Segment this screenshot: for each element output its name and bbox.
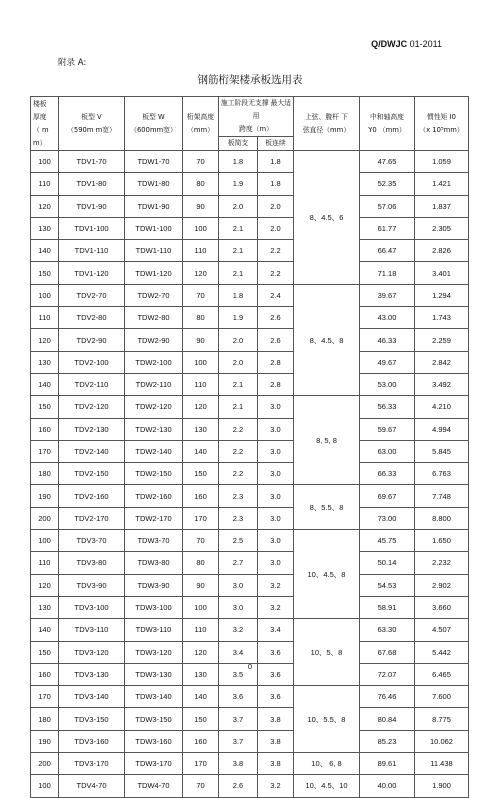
- cell-inertia: 4.507: [415, 619, 469, 641]
- cell-span-continuous: 3.8: [258, 708, 294, 730]
- cell-neutral-axis: 76.46: [360, 686, 415, 708]
- cell-type-v: TDV2-110: [59, 373, 125, 395]
- table-row: [31, 463, 469, 485]
- cell-span-simple: 1.8: [219, 284, 258, 306]
- cell-span-continuous: 3.8: [258, 730, 294, 752]
- cell-truss-height: 170: [183, 753, 219, 775]
- cell-span-simple: 3.5: [219, 663, 258, 685]
- cell-truss-height: 160: [183, 730, 219, 752]
- col-header-span-simple: 板简支: [219, 137, 258, 151]
- cell-type-w: TDW2-120: [125, 396, 183, 418]
- table-row: [31, 329, 469, 351]
- cell-span-simple: 3.6: [219, 686, 258, 708]
- cell-bar-diameter: 10、 6, 8: [294, 753, 360, 775]
- cell-type-v: TDV3-150: [59, 708, 125, 730]
- cell-type-w: TDW1-90: [125, 195, 183, 217]
- cell-span-simple: 1.8: [219, 151, 258, 173]
- cell-type-v: TDV2-100: [59, 351, 125, 373]
- cell-type-v: TDV1-90: [59, 195, 125, 217]
- cell-type-v: TDV1-100: [59, 217, 125, 239]
- cell-truss-height: 130: [183, 418, 219, 440]
- cell-type-w: TDW2-140: [125, 440, 183, 462]
- cell-truss-height: 90: [183, 329, 219, 351]
- cell-type-w: TDW2-160: [125, 485, 183, 507]
- cell-type-w: TDW3-70: [125, 530, 183, 552]
- table-row: [31, 284, 469, 306]
- cell-truss-height: 110: [183, 240, 219, 262]
- cell-span-simple: 3.4: [219, 641, 258, 663]
- cell-span-simple: 2.0: [219, 351, 258, 373]
- cell-neutral-axis: 52.35: [360, 173, 415, 195]
- cell-type-v: TDV3-90: [59, 574, 125, 596]
- cell-truss-height: 100: [183, 351, 219, 373]
- cell-inertia: 5.845: [415, 440, 469, 462]
- table-row: [31, 753, 469, 775]
- cell-span-continuous: 3.4: [258, 619, 294, 641]
- cell-span-continuous: 3.6: [258, 686, 294, 708]
- col-header-truss-height: 桁架高度 （mm）: [183, 97, 219, 151]
- cell-thickness: 160: [31, 663, 59, 685]
- cell-truss-height: 150: [183, 463, 219, 485]
- cell-inertia: 4.994: [415, 418, 469, 440]
- page-title: 钢筋桁架楼承板选用表: [197, 74, 303, 86]
- cell-thickness: 190: [31, 730, 59, 752]
- cell-neutral-axis: 63.30: [360, 619, 415, 641]
- cell-type-v: TDV2-160: [59, 485, 125, 507]
- cell-type-w: TDW1-80: [125, 173, 183, 195]
- table-row: [31, 775, 469, 797]
- cell-type-w: TDW2-150: [125, 463, 183, 485]
- cell-type-w: TDW3-100: [125, 596, 183, 618]
- cell-thickness: 110: [31, 173, 59, 195]
- cell-thickness: 200: [31, 507, 59, 529]
- cell-neutral-axis: 57.06: [360, 195, 415, 217]
- col-header-bar-diameter: 上弦、腹杆 下 弦直径（mm）: [294, 97, 360, 151]
- cell-type-w: TDW2-70: [125, 284, 183, 306]
- cell-bar-diameter: 8、4.5、6: [294, 151, 360, 285]
- cell-type-v: TDV3-120: [59, 641, 125, 663]
- cell-type-v: TDV3-70: [59, 530, 125, 552]
- cell-type-v: TDV4-70: [59, 775, 125, 797]
- cell-type-w: TDW4-70: [125, 775, 183, 797]
- cell-inertia: 8.800: [415, 507, 469, 529]
- cell-type-w: TDW3-160: [125, 730, 183, 752]
- cell-span-continuous: 1.8: [258, 151, 294, 173]
- cell-thickness: 130: [31, 351, 59, 373]
- table-row: [31, 730, 469, 752]
- cell-bar-diameter: 10、4.5、10: [294, 775, 360, 797]
- cell-inertia: 2.842: [415, 351, 469, 373]
- cell-bar-diameter: 10、5.5、8: [294, 686, 360, 753]
- cell-span-simple: 3.7: [219, 708, 258, 730]
- cell-neutral-axis: 50.14: [360, 552, 415, 574]
- table-row: [31, 151, 469, 173]
- cell-span-simple: 3.0: [219, 596, 258, 618]
- cell-neutral-axis: 72.07: [360, 663, 415, 685]
- cell-neutral-axis: 47.65: [360, 151, 415, 173]
- cell-thickness: 180: [31, 708, 59, 730]
- cell-neutral-axis: 89.61: [360, 753, 415, 775]
- cell-thickness: 150: [31, 396, 59, 418]
- cell-span-continuous: 3.0: [258, 530, 294, 552]
- cell-neutral-axis: 40.00: [360, 775, 415, 797]
- table-row: [31, 195, 469, 217]
- cell-span-simple: 2.1: [219, 396, 258, 418]
- cell-bar-diameter: 8、5.5、8: [294, 485, 360, 530]
- cell-type-w: TDW1-110: [125, 240, 183, 262]
- cell-neutral-axis: 71.18: [360, 262, 415, 284]
- cell-neutral-axis: 59.67: [360, 418, 415, 440]
- cell-thickness: 140: [31, 619, 59, 641]
- page-number: 0: [247, 662, 253, 671]
- cell-span-continuous: 2.6: [258, 329, 294, 351]
- cell-span-simple: 2.1: [219, 217, 258, 239]
- cell-span-simple: 3.2: [219, 619, 258, 641]
- table-row: [31, 530, 469, 552]
- cell-neutral-axis: 46.33: [360, 329, 415, 351]
- cell-span-continuous: 3.2: [258, 596, 294, 618]
- cell-type-v: TDV2-150: [59, 463, 125, 485]
- cell-bar-diameter: 10、4.5、8: [294, 530, 360, 619]
- cell-type-v: TDV2-120: [59, 396, 125, 418]
- cell-thickness: 150: [31, 262, 59, 284]
- cell-truss-height: 110: [183, 619, 219, 641]
- cell-neutral-axis: 61.77: [360, 217, 415, 239]
- table-row: [31, 307, 469, 329]
- cell-span-continuous: 3.0: [258, 396, 294, 418]
- cell-thickness: 100: [31, 151, 59, 173]
- cell-type-v: TDV1-120: [59, 262, 125, 284]
- cell-thickness: 160: [31, 418, 59, 440]
- table-row: [31, 418, 469, 440]
- cell-type-w: TDW3-80: [125, 552, 183, 574]
- cell-type-w: TDW3-130: [125, 663, 183, 685]
- col-header-span-group: 施工阶段无支撑 最大适用 跨度（m）: [219, 97, 294, 137]
- cell-thickness: 200: [31, 753, 59, 775]
- cell-neutral-axis: 67.68: [360, 641, 415, 663]
- cell-neutral-axis: 45.75: [360, 530, 415, 552]
- cell-type-v: TDV1-110: [59, 240, 125, 262]
- cell-inertia: 1.837: [415, 195, 469, 217]
- cell-span-continuous: 3.0: [258, 485, 294, 507]
- cell-type-v: TDV3-130: [59, 663, 125, 685]
- cell-inertia: 2.232: [415, 552, 469, 574]
- cell-inertia: 3.660: [415, 596, 469, 618]
- cell-span-simple: 2.3: [219, 507, 258, 529]
- cell-span-continuous: 3.2: [258, 574, 294, 596]
- col-header-neutral-axis: 中和轴高度 Y0 （mm）: [360, 97, 415, 151]
- table-row: [31, 217, 469, 239]
- cell-thickness: 180: [31, 463, 59, 485]
- cell-inertia: 7.748: [415, 485, 469, 507]
- cell-span-simple: 2.3: [219, 485, 258, 507]
- cell-neutral-axis: 69.67: [360, 485, 415, 507]
- cell-type-w: TDW2-170: [125, 507, 183, 529]
- cell-span-simple: 3.7: [219, 730, 258, 752]
- cell-span-continuous: 3.8: [258, 753, 294, 775]
- cell-truss-height: 170: [183, 507, 219, 529]
- col-header-type-w: 板型 W （600mm宽）: [125, 97, 183, 151]
- cell-type-v: TDV3-140: [59, 686, 125, 708]
- cell-neutral-axis: 85.23: [360, 730, 415, 752]
- cell-type-v: TDV1-70: [59, 151, 125, 173]
- cell-span-continuous: 3.0: [258, 552, 294, 574]
- cell-inertia: 5.442: [415, 641, 469, 663]
- cell-truss-height: 150: [183, 708, 219, 730]
- cell-span-simple: 2.6: [219, 775, 258, 797]
- cell-truss-height: 120: [183, 262, 219, 284]
- cell-thickness: 130: [31, 596, 59, 618]
- cell-inertia: 3.401: [415, 262, 469, 284]
- table-row: [31, 485, 469, 507]
- cell-span-simple: 3.8: [219, 753, 258, 775]
- cell-truss-height: 140: [183, 440, 219, 462]
- cell-span-continuous: 3.6: [258, 641, 294, 663]
- cell-truss-height: 70: [183, 775, 219, 797]
- cell-span-continuous: 2.2: [258, 240, 294, 262]
- cell-type-w: TDW3-170: [125, 753, 183, 775]
- cell-thickness: 120: [31, 195, 59, 217]
- cell-inertia: 1.294: [415, 284, 469, 306]
- cell-inertia: 10.062: [415, 730, 469, 752]
- cell-span-simple: 1.9: [219, 173, 258, 195]
- cell-span-continuous: 2.8: [258, 373, 294, 395]
- appendix-label: 附录 A:: [58, 58, 87, 68]
- cell-truss-height: 80: [183, 552, 219, 574]
- cell-neutral-axis: 80.84: [360, 708, 415, 730]
- cell-type-w: TDW3-110: [125, 619, 183, 641]
- cell-type-w: TDW2-100: [125, 351, 183, 373]
- cell-type-v: TDV2-90: [59, 329, 125, 351]
- cell-inertia: 2.826: [415, 240, 469, 262]
- table-row: [31, 641, 469, 663]
- cell-neutral-axis: 66.33: [360, 463, 415, 485]
- col-header-thickness: 楼板 厚度 （ m m）: [31, 97, 59, 151]
- cell-truss-height: 110: [183, 373, 219, 395]
- cell-type-w: TDW3-140: [125, 686, 183, 708]
- cell-thickness: 140: [31, 373, 59, 395]
- cell-thickness: 190: [31, 485, 59, 507]
- cell-thickness: 170: [31, 686, 59, 708]
- table-row: [31, 396, 469, 418]
- table-row: [31, 351, 469, 373]
- cell-neutral-axis: 39.67: [360, 284, 415, 306]
- cell-truss-height: 130: [183, 663, 219, 685]
- cell-thickness: 100: [31, 775, 59, 797]
- cell-thickness: 100: [31, 530, 59, 552]
- cell-neutral-axis: 53.00: [360, 373, 415, 395]
- cell-type-v: TDV2-140: [59, 440, 125, 462]
- cell-truss-height: 90: [183, 574, 219, 596]
- table-row: [31, 574, 469, 596]
- cell-span-continuous: 3.0: [258, 463, 294, 485]
- table-row: [31, 708, 469, 730]
- cell-span-simple: 2.1: [219, 373, 258, 395]
- cell-type-v: TDV3-110: [59, 619, 125, 641]
- cell-neutral-axis: 54.53: [360, 574, 415, 596]
- cell-span-simple: 2.0: [219, 329, 258, 351]
- cell-span-simple: 2.1: [219, 262, 258, 284]
- cell-bar-diameter: 8、4.5、8: [294, 284, 360, 395]
- cell-span-continuous: 2.6: [258, 307, 294, 329]
- cell-type-w: TDW2-130: [125, 418, 183, 440]
- cell-span-continuous: 2.0: [258, 217, 294, 239]
- cell-span-continuous: 2.0: [258, 195, 294, 217]
- cell-type-v: TDV2-70: [59, 284, 125, 306]
- cell-inertia: 7.600: [415, 686, 469, 708]
- cell-span-continuous: 3.0: [258, 440, 294, 462]
- cell-truss-height: 70: [183, 530, 219, 552]
- cell-span-simple: 1.9: [219, 307, 258, 329]
- cell-inertia: 1.059: [415, 151, 469, 173]
- cell-type-v: TDV2-80: [59, 307, 125, 329]
- cell-inertia: 6.763: [415, 463, 469, 485]
- table-row: [31, 686, 469, 708]
- cell-neutral-axis: 63.00: [360, 440, 415, 462]
- cell-bar-diameter: 10、5、8: [294, 619, 360, 686]
- document-code: Q/DWJC 01-2011: [371, 39, 442, 49]
- col-header-type-v: 板型 V （590m m宽）: [59, 97, 125, 151]
- cell-type-v: TDV3-100: [59, 596, 125, 618]
- cell-inertia: 1.900: [415, 775, 469, 797]
- cell-truss-height: 160: [183, 485, 219, 507]
- cell-thickness: 150: [31, 641, 59, 663]
- cell-span-simple: 2.0: [219, 195, 258, 217]
- cell-thickness: 120: [31, 574, 59, 596]
- cell-type-w: TDW2-80: [125, 307, 183, 329]
- cell-type-v: TDV2-170: [59, 507, 125, 529]
- cell-truss-height: 90: [183, 195, 219, 217]
- cell-type-w: TDW1-100: [125, 217, 183, 239]
- cell-type-w: TDW1-120: [125, 262, 183, 284]
- col-header-span-continuous: 板连续: [258, 137, 294, 151]
- cell-span-continuous: 3.0: [258, 507, 294, 529]
- table-row: [31, 373, 469, 395]
- cell-inertia: 1.421: [415, 173, 469, 195]
- cell-neutral-axis: 58.91: [360, 596, 415, 618]
- cell-span-simple: 2.5: [219, 530, 258, 552]
- cell-span-simple: 2.2: [219, 440, 258, 462]
- table-row: [31, 552, 469, 574]
- cell-span-continuous: 2.2: [258, 262, 294, 284]
- cell-type-w: TDW3-150: [125, 708, 183, 730]
- table-body: [31, 151, 469, 798]
- table-row: [31, 596, 469, 618]
- cell-type-w: TDW1-70: [125, 151, 183, 173]
- cell-truss-height: 70: [183, 284, 219, 306]
- cell-thickness: 170: [31, 440, 59, 462]
- cell-inertia: 2.305: [415, 217, 469, 239]
- cell-span-simple: 2.2: [219, 463, 258, 485]
- cell-span-continuous: 2.4: [258, 284, 294, 306]
- cell-inertia: 4.210: [415, 396, 469, 418]
- cell-span-continuous: 3.0: [258, 418, 294, 440]
- table-row: [31, 440, 469, 462]
- cell-inertia: 1.743: [415, 307, 469, 329]
- cell-neutral-axis: 49.67: [360, 351, 415, 373]
- cell-truss-height: 120: [183, 396, 219, 418]
- cell-truss-height: 120: [183, 641, 219, 663]
- cell-inertia: 8.775: [415, 708, 469, 730]
- col-header-inertia: 惯性矩 I0 （x 10⁵mm）: [415, 97, 469, 151]
- cell-inertia: 2.902: [415, 574, 469, 596]
- cell-span-continuous: 1.8: [258, 173, 294, 195]
- cell-type-w: TDW2-110: [125, 373, 183, 395]
- table-row: [31, 262, 469, 284]
- cell-neutral-axis: 43.00: [360, 307, 415, 329]
- cell-bar-diameter: 8, 5, 8: [294, 396, 360, 485]
- cell-type-w: TDW2-90: [125, 329, 183, 351]
- cell-type-v: TDV3-160: [59, 730, 125, 752]
- cell-thickness: 100: [31, 284, 59, 306]
- cell-neutral-axis: 73.00: [360, 507, 415, 529]
- cell-inertia: 3.492: [415, 373, 469, 395]
- cell-span-simple: 2.7: [219, 552, 258, 574]
- cell-inertia: 11.438: [415, 753, 469, 775]
- cell-truss-height: 100: [183, 596, 219, 618]
- cell-inertia: 6.465: [415, 663, 469, 685]
- cell-type-v: TDV3-80: [59, 552, 125, 574]
- table-row: [31, 507, 469, 529]
- cell-neutral-axis: 66.47: [360, 240, 415, 262]
- cell-type-v: TDV3-170: [59, 753, 125, 775]
- cell-thickness: 130: [31, 217, 59, 239]
- cell-type-v: TDV2-130: [59, 418, 125, 440]
- cell-span-simple: 2.2: [219, 418, 258, 440]
- cell-type-w: TDW3-120: [125, 641, 183, 663]
- cell-thickness: 110: [31, 552, 59, 574]
- cell-neutral-axis: 56.33: [360, 396, 415, 418]
- cell-truss-height: 80: [183, 173, 219, 195]
- cell-inertia: 1.650: [415, 530, 469, 552]
- cell-inertia: 2.259: [415, 329, 469, 351]
- cell-type-w: TDW3-90: [125, 574, 183, 596]
- cell-span-continuous: 3.6: [258, 663, 294, 685]
- cell-thickness: 140: [31, 240, 59, 262]
- cell-truss-height: 80: [183, 307, 219, 329]
- cell-truss-height: 100: [183, 217, 219, 239]
- table-row: [31, 619, 469, 641]
- cell-truss-height: 140: [183, 686, 219, 708]
- cell-span-simple: 2.1: [219, 240, 258, 262]
- cell-truss-height: 70: [183, 151, 219, 173]
- cell-span-continuous: 2.8: [258, 351, 294, 373]
- cell-span-simple: 3.0: [219, 574, 258, 596]
- selection-table: [30, 96, 469, 798]
- table-row: [31, 240, 469, 262]
- cell-type-v: TDV1-80: [59, 173, 125, 195]
- table-row: [31, 173, 469, 195]
- cell-thickness: 120: [31, 329, 59, 351]
- cell-span-continuous: 3.2: [258, 775, 294, 797]
- cell-thickness: 110: [31, 307, 59, 329]
